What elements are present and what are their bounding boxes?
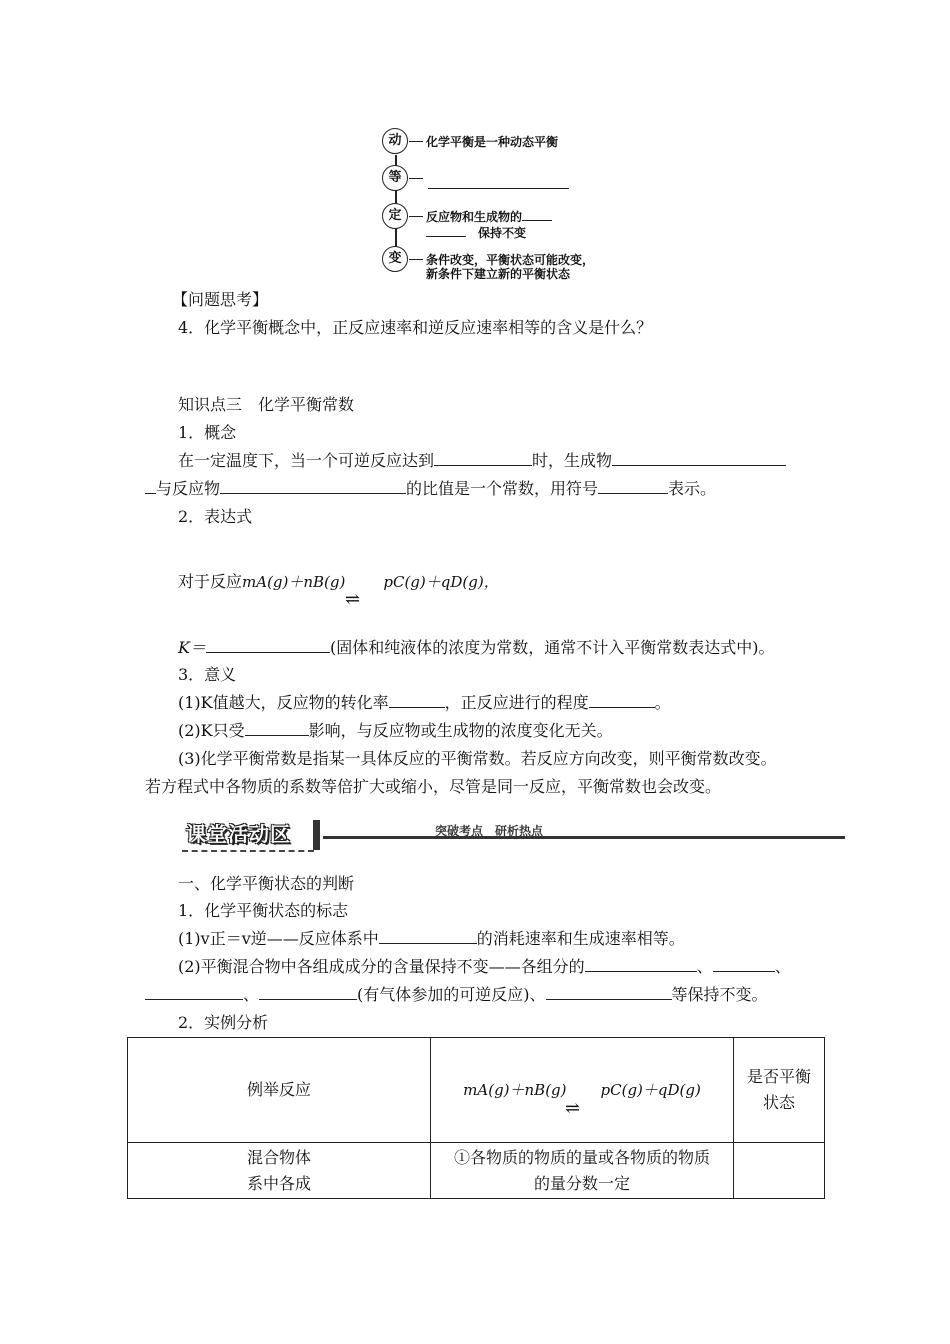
banner-bar <box>313 820 320 850</box>
kp3-meaning-2: (2)K只受 影响，与反应物或生成物的浓度变化无关。 <box>178 721 613 740</box>
node-change-text-2: 新条件下建立新的平衡状态 <box>426 267 571 281</box>
section1-s1: (1)v正＝v逆——反应体系中 的消耗速率和生成速率相等。 <box>178 929 685 948</box>
kp3-meaning-3-line1: (3)化学平衡常数是指某一具体反应的平衡常数。若反应方向改变，则平衡常数改变。 <box>178 749 777 768</box>
section1-sub2: 2．实例分析 <box>178 1013 269 1032</box>
row1-condition: ①各物质的物质的量或各物质的物质 的量分数一定 <box>431 1143 734 1199</box>
kp3-concept-heading: 1．概念 <box>178 423 237 442</box>
node-fixed-text: 反应物和生成物的 <box>426 208 552 225</box>
node-fixed-blank-2 <box>426 225 466 237</box>
section1-s2-line1: (2)平衡混合物中各组成成分的含量保持不变——各组分的 、 、 <box>178 957 791 976</box>
node-equal-dash <box>409 178 423 179</box>
blank-reactants <box>220 478 406 494</box>
row1-category: 混合物体 系中各成 <box>128 1143 431 1199</box>
kp3-concept-line2: 与反应物 的比值是一个常数，用符号 表示。 <box>145 476 716 499</box>
header-reaction: mA(g)＋nB(g) pC(g)＋qD(g) ⇌ <box>431 1038 734 1143</box>
header-reversible-arrow: ⇌ <box>565 1098 581 1119</box>
node-fixed-text-2: 保持不变 <box>426 224 526 241</box>
analysis-table <box>127 1037 825 1199</box>
node-equal: 等 <box>382 165 408 191</box>
kp3-expr-heading: 2．表达式 <box>178 507 253 526</box>
node-fixed: 定 <box>382 203 408 229</box>
blank-k-expression <box>206 637 330 653</box>
blank-products <box>612 450 786 466</box>
node-dynamic-text: 化学平衡是一种动态平衡 <box>426 135 559 149</box>
blank-component-1 <box>585 956 697 972</box>
reversible-arrow: ⇌ <box>345 589 361 610</box>
node-fixed-blank-1 <box>522 209 552 221</box>
kp3-meaning-heading: 3．意义 <box>178 665 237 684</box>
blank-component-3 <box>145 984 243 1000</box>
node-change-dash <box>409 259 423 260</box>
header-equilibrium-status: 是否平衡 状态 <box>734 1038 825 1143</box>
blank-component-2 <box>713 956 775 972</box>
blank-equilibrium-state <box>434 450 532 466</box>
blank-component-5 <box>546 984 672 1000</box>
question-4: 4．化学平衡概念中，正反应速率和逆反应速率相等的含义是什么？ <box>178 318 653 337</box>
kp3-meaning-3-line2: 若方程式中各物质的系数等倍扩大或缩小，尽管是同一反应，平衡常数也会改变。 <box>145 777 722 796</box>
node-dynamic-dash <box>409 141 423 142</box>
blank-symbol <box>598 478 668 494</box>
section1-sub1: 1．化学平衡状态的标志 <box>178 901 349 920</box>
row1-answer <box>734 1143 825 1199</box>
table-header-row <box>128 1038 825 1143</box>
node-change: 变 <box>382 246 408 272</box>
banner-title: 课堂活动区 <box>186 822 291 846</box>
section1-title: 一、化学平衡状态的判断 <box>178 874 355 893</box>
node-fixed-dash <box>409 216 423 217</box>
table-row <box>128 1143 825 1199</box>
node-change-text: 条件改变，平衡状态可能改变， <box>426 253 595 267</box>
banner-rule <box>323 836 845 839</box>
section1-s2-line2: 、 (有气体参加的可逆反应)、 等保持不变。 <box>145 982 768 1005</box>
kp3-reaction: 对于反应mA(g)＋nB(g) pC(g)＋qD(g)， <box>178 572 499 591</box>
node-equal-blank <box>428 173 569 189</box>
blank-temperature <box>245 720 309 736</box>
node-dynamic: 动 <box>382 128 408 154</box>
header-example-reaction: 例举反应 <box>128 1038 431 1143</box>
blank-component-4 <box>259 984 357 1000</box>
blank-extent <box>589 692 655 708</box>
kp3-meaning-1: (1)K值越大，反应物的转化率 ，正反应进行的程度 。 <box>178 693 671 712</box>
kp3-concept-line1: 在一定温度下，当一个可逆反应达到 时，生成物 <box>178 448 786 471</box>
kp3-k-expression: K＝ (固体和纯液体的浓度为常数，通常不计入平衡常数表达式中)。 <box>178 638 775 657</box>
blank-conversion <box>389 692 445 708</box>
question-heading: 【问题思考】 <box>172 290 269 309</box>
blank-products-cont <box>145 478 156 494</box>
blank-substance <box>379 928 477 944</box>
banner-underline <box>182 850 314 852</box>
banner-subtitle: 突破考点 研析热点 <box>435 824 544 838</box>
kp3-title: 知识点三 化学平衡常数 <box>178 395 355 414</box>
